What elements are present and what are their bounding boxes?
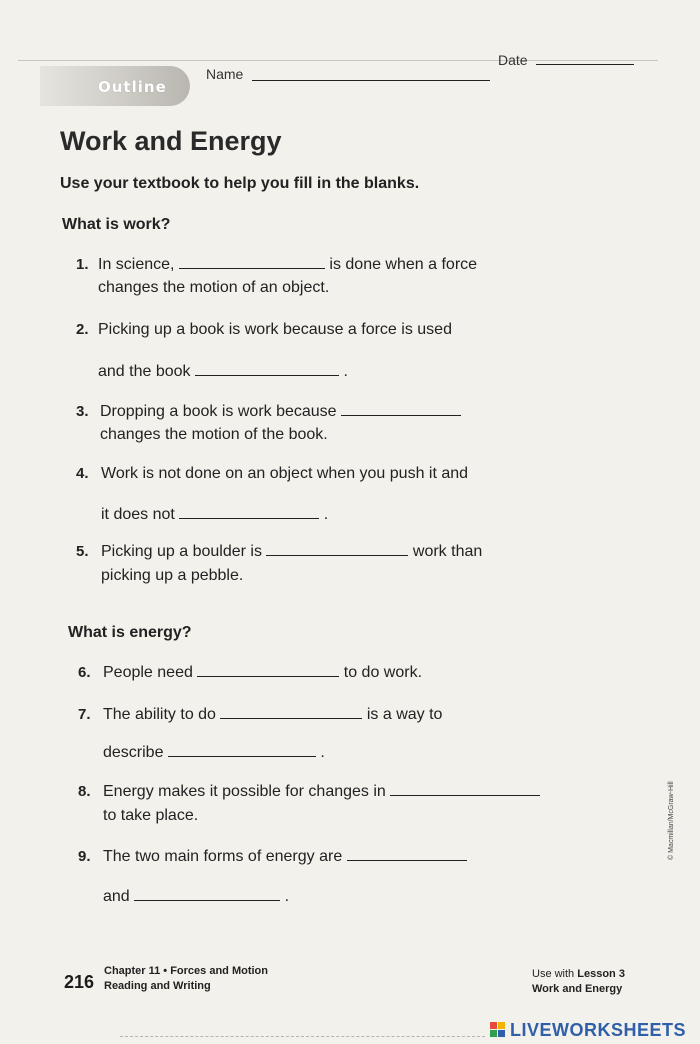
question-number: 6. <box>78 664 91 681</box>
punctuation: . <box>284 888 290 905</box>
answer-blank-1[interactable] <box>179 254 325 269</box>
answer-blank-8[interactable] <box>168 742 316 757</box>
question-text: Picking up a boulder is <box>101 543 262 560</box>
use-with-label: Use with <box>532 968 575 980</box>
question-number: 9. <box>78 848 91 865</box>
answer-blank-10[interactable] <box>347 846 467 861</box>
chapter-info <box>104 964 268 994</box>
lesson-info <box>532 967 625 997</box>
question-text: work than <box>412 543 483 560</box>
question-text: Dropping a book is work because <box>100 403 337 420</box>
question-number: 2. <box>76 321 89 338</box>
question-text: describe <box>103 744 164 761</box>
name-field[interactable] <box>252 80 490 81</box>
name-label: Name <box>206 66 244 82</box>
question-text: In science, <box>98 256 175 273</box>
section-line: Reading and Writing <box>104 980 211 992</box>
question-number: 7. <box>78 706 91 723</box>
question-text: The two main forms of energy are <box>103 848 343 865</box>
question-text: Work is not done on an object when you push it and <box>101 465 469 482</box>
page-title: Work and Energy <box>60 126 282 156</box>
question-text: is done when a force <box>329 256 478 273</box>
question-number: 5. <box>76 543 89 560</box>
liveworksheets-logo-icon <box>490 1022 506 1038</box>
chapter-line: Chapter 11 • Forces and Motion <box>104 965 268 977</box>
copyright-notice: © Macmillan/McGraw-Hill <box>668 781 675 860</box>
question-text: The ability to do <box>103 706 216 723</box>
page-number: 216 <box>64 972 95 992</box>
instructions: Use your textbook to help you fill in the blanks. <box>60 175 420 192</box>
question-text: People need <box>103 664 193 681</box>
answer-blank-6[interactable] <box>197 662 339 677</box>
punctuation: . <box>343 363 348 380</box>
question-text: it does not <box>101 506 175 523</box>
answer-blank-4[interactable] <box>179 504 319 519</box>
section-heading-work: What is work? <box>62 216 171 233</box>
punctuation: . <box>323 506 329 523</box>
question-text: Energy makes it possible for changes in <box>103 783 386 800</box>
question-text: to take place. <box>103 807 199 824</box>
answer-blank-3[interactable] <box>341 401 461 416</box>
question-text: Picking up a book is work because a force is used <box>98 321 452 338</box>
question-text: and <box>103 888 130 905</box>
question-text: picking up a pebble. <box>101 567 244 584</box>
punctuation: . <box>320 744 325 761</box>
question-number: 8. <box>78 783 91 800</box>
answer-blank-11[interactable] <box>134 886 280 901</box>
question-number: 4. <box>76 465 89 482</box>
question-text: changes the motion of an object. <box>98 279 330 296</box>
question-text: and the book <box>98 363 191 380</box>
question-text: changes the motion of the book. <box>100 426 328 443</box>
answer-blank-7[interactable] <box>220 704 362 719</box>
section-heading-energy: What is energy? <box>68 624 192 641</box>
outline-label: Outline <box>98 78 167 96</box>
lesson-label: Lesson 3 <box>577 968 625 980</box>
lesson-title: Work and Energy <box>532 983 623 995</box>
header-rule <box>18 60 658 61</box>
question-number: 1. <box>76 256 89 273</box>
answer-blank-5[interactable] <box>266 541 408 556</box>
answer-blank-2[interactable] <box>195 361 339 376</box>
question-text: to do work. <box>343 664 423 681</box>
date-label: Date <box>498 52 528 68</box>
date-field[interactable] <box>536 64 634 65</box>
liveworksheets-brand[interactable]: LIVEWORKSHEETS <box>510 1020 687 1040</box>
bottom-rule <box>120 1036 485 1037</box>
question-text: is a way to <box>366 706 443 723</box>
question-number: 3. <box>76 403 89 420</box>
answer-blank-9[interactable] <box>390 781 540 796</box>
